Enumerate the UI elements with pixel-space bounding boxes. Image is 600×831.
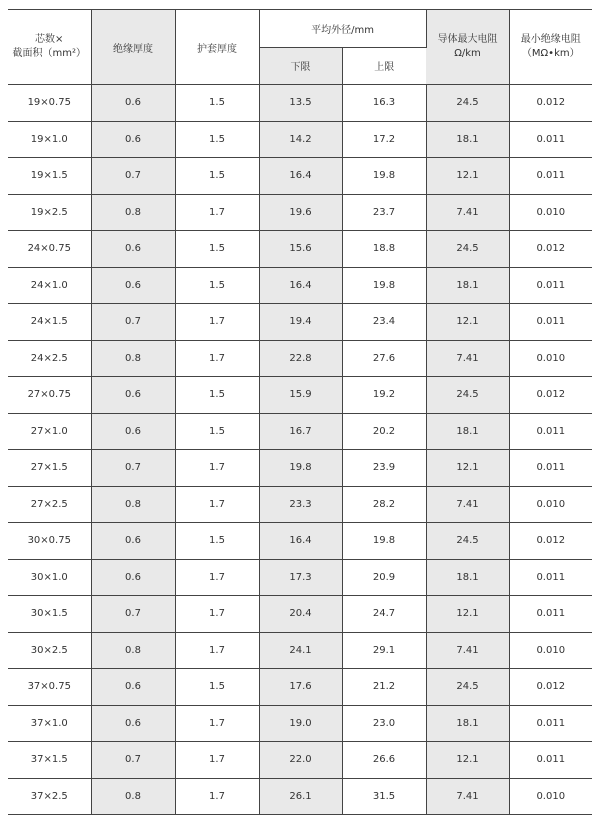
cell-sheath-thickness: 1.5: [175, 413, 259, 450]
cell-sheath-thickness: 1.7: [175, 559, 259, 596]
table-row: [8, 559, 592, 596]
header-insulation-thickness: 绝缘厚度: [91, 10, 175, 85]
cell-conductor-resistance: 7.41: [426, 194, 509, 231]
cell-insulation-thickness: 0.6: [91, 85, 175, 122]
cell-insulation-resistance: 0.011: [509, 158, 592, 195]
cell-conductor-resistance: 24.5: [426, 523, 509, 560]
cell-od-upper: 20.9: [342, 559, 426, 596]
cell-conductor-resistance: 7.41: [426, 486, 509, 523]
cell-insulation-resistance: 0.011: [509, 413, 592, 450]
cell-od-lower: 16.4: [259, 523, 342, 560]
table-row: [8, 158, 592, 195]
cell-core-section: 37×2.5: [8, 778, 91, 815]
cell-conductor-resistance: 7.41: [426, 778, 509, 815]
header-ins-res-line2: （MΩ•km）: [521, 48, 580, 59]
cell-core-section: 30×2.5: [8, 632, 91, 669]
cell-od-upper: 24.7: [342, 596, 426, 633]
cell-od-lower: 19.8: [259, 450, 342, 487]
cell-core-section: 30×1.5: [8, 596, 91, 633]
cell-insulation-resistance: 0.011: [509, 304, 592, 341]
cell-od-lower: 20.4: [259, 596, 342, 633]
cell-conductor-resistance: 18.1: [426, 413, 509, 450]
cell-od-upper: 16.3: [342, 85, 426, 122]
header-core-line1: 芯数×: [35, 34, 64, 45]
cell-conductor-resistance: 12.1: [426, 742, 509, 779]
cell-core-section: 24×1.0: [8, 267, 91, 304]
cell-od-lower: 15.9: [259, 377, 342, 414]
cell-insulation-thickness: 0.6: [91, 377, 175, 414]
cell-conductor-resistance: 24.5: [426, 669, 509, 706]
cell-insulation-resistance: 0.010: [509, 778, 592, 815]
cell-insulation-resistance: 0.012: [509, 523, 592, 560]
cell-od-lower: 16.7: [259, 413, 342, 450]
cell-core-section: 19×2.5: [8, 194, 91, 231]
cell-insulation-resistance: 0.012: [509, 231, 592, 268]
cell-od-upper: 26.6: [342, 742, 426, 779]
table-row: [8, 377, 592, 414]
cell-conductor-resistance: 24.5: [426, 231, 509, 268]
cell-insulation-resistance: 0.012: [509, 85, 592, 122]
cell-insulation-thickness: 0.6: [91, 523, 175, 560]
cell-od-upper: 19.8: [342, 158, 426, 195]
cell-od-upper: 29.1: [342, 632, 426, 669]
cell-sheath-thickness: 1.5: [175, 231, 259, 268]
cell-core-section: 19×0.75: [8, 85, 91, 122]
table-row: [8, 450, 592, 487]
cell-insulation-thickness: 0.7: [91, 596, 175, 633]
cell-od-lower: 15.6: [259, 231, 342, 268]
cell-insulation-thickness: 0.6: [91, 121, 175, 158]
cell-conductor-resistance: 12.1: [426, 158, 509, 195]
cell-insulation-thickness: 0.8: [91, 632, 175, 669]
cell-sheath-thickness: 1.5: [175, 669, 259, 706]
cell-core-section: 27×0.75: [8, 377, 91, 414]
cell-insulation-thickness: 0.6: [91, 705, 175, 742]
cell-core-section: 37×0.75: [8, 669, 91, 706]
header-average-outer-diameter: 平均外径/mm: [259, 10, 426, 48]
cell-conductor-resistance: 24.5: [426, 377, 509, 414]
cell-insulation-thickness: 0.8: [91, 340, 175, 377]
header-resistance-line1: 导体最大电阻: [437, 34, 498, 45]
cell-sheath-thickness: 1.7: [175, 194, 259, 231]
cell-insulation-resistance: 0.012: [509, 377, 592, 414]
cell-od-lower: 17.6: [259, 669, 342, 706]
cell-insulation-thickness: 0.7: [91, 304, 175, 341]
table-row: [8, 340, 592, 377]
cell-insulation-thickness: 0.7: [91, 450, 175, 487]
cell-insulation-thickness: 0.7: [91, 742, 175, 779]
cell-od-upper: 23.0: [342, 705, 426, 742]
cell-sheath-thickness: 1.7: [175, 486, 259, 523]
cell-od-lower: 17.3: [259, 559, 342, 596]
cell-od-upper: 20.2: [342, 413, 426, 450]
cell-od-lower: 22.0: [259, 742, 342, 779]
header-sheath-thickness: 护套厚度: [175, 10, 259, 85]
cell-sheath-thickness: 1.5: [175, 121, 259, 158]
cell-od-upper: 21.2: [342, 669, 426, 706]
cell-od-upper: 23.9: [342, 450, 426, 487]
cell-conductor-resistance: 12.1: [426, 596, 509, 633]
cell-conductor-resistance: 12.1: [426, 450, 509, 487]
cell-sheath-thickness: 1.5: [175, 523, 259, 560]
cell-od-upper: 19.8: [342, 523, 426, 560]
table-row: [8, 267, 592, 304]
cell-sheath-thickness: 1.7: [175, 450, 259, 487]
cell-core-section: 27×1.0: [8, 413, 91, 450]
cell-insulation-thickness: 0.7: [91, 158, 175, 195]
table-row: [8, 596, 592, 633]
cell-insulation-resistance: 0.010: [509, 194, 592, 231]
cell-insulation-resistance: 0.012: [509, 669, 592, 706]
cell-insulation-thickness: 0.6: [91, 413, 175, 450]
cell-insulation-resistance: 0.011: [509, 705, 592, 742]
table-row: [8, 304, 592, 341]
cell-insulation-resistance: 0.011: [509, 450, 592, 487]
cell-conductor-resistance: 7.41: [426, 632, 509, 669]
cell-od-lower: 23.3: [259, 486, 342, 523]
cell-insulation-resistance: 0.011: [509, 742, 592, 779]
table-row: [8, 705, 592, 742]
cell-conductor-resistance: 7.41: [426, 340, 509, 377]
cell-od-upper: 18.8: [342, 231, 426, 268]
table-row: [8, 632, 592, 669]
cell-insulation-resistance: 0.010: [509, 340, 592, 377]
table-row: [8, 121, 592, 158]
table-body: [8, 85, 592, 815]
cell-core-section: 30×0.75: [8, 523, 91, 560]
cell-core-section: 27×2.5: [8, 486, 91, 523]
cell-core-section: 24×0.75: [8, 231, 91, 268]
cell-conductor-resistance: 24.5: [426, 85, 509, 122]
cell-insulation-thickness: 0.8: [91, 778, 175, 815]
cell-conductor-resistance: 18.1: [426, 267, 509, 304]
header-resistance-line2: Ω/km: [454, 48, 481, 59]
cell-insulation-thickness: 0.6: [91, 267, 175, 304]
cell-od-upper: 23.7: [342, 194, 426, 231]
cell-core-section: 37×1.0: [8, 705, 91, 742]
cell-core-section: 24×2.5: [8, 340, 91, 377]
cell-sheath-thickness: 1.7: [175, 340, 259, 377]
cell-od-lower: 19.0: [259, 705, 342, 742]
cell-sheath-thickness: 1.7: [175, 596, 259, 633]
cable-spec-table: [8, 9, 592, 815]
cell-conductor-resistance: 18.1: [426, 705, 509, 742]
cell-od-lower: 22.8: [259, 340, 342, 377]
cell-od-upper: 23.4: [342, 304, 426, 341]
cell-od-lower: 19.6: [259, 194, 342, 231]
cell-insulation-resistance: 0.010: [509, 632, 592, 669]
cell-core-section: 30×1.0: [8, 559, 91, 596]
cell-od-upper: 17.2: [342, 121, 426, 158]
cell-od-lower: 19.4: [259, 304, 342, 341]
cell-od-upper: 19.8: [342, 267, 426, 304]
cell-sheath-thickness: 1.5: [175, 158, 259, 195]
header-ins-res-line1: 最小绝缘电阻: [520, 34, 581, 45]
cell-sheath-thickness: 1.5: [175, 377, 259, 414]
cell-od-lower: 24.1: [259, 632, 342, 669]
cell-insulation-thickness: 0.6: [91, 231, 175, 268]
cell-insulation-resistance: 0.010: [509, 486, 592, 523]
table-row: [8, 778, 592, 815]
cell-insulation-thickness: 0.6: [91, 669, 175, 706]
cell-od-lower: 14.2: [259, 121, 342, 158]
cell-sheath-thickness: 1.7: [175, 778, 259, 815]
cell-core-section: 19×1.0: [8, 121, 91, 158]
cell-od-upper: 19.2: [342, 377, 426, 414]
header-conductor-resistance: [426, 10, 509, 85]
cell-od-lower: 16.4: [259, 158, 342, 195]
cell-insulation-thickness: 0.8: [91, 194, 175, 231]
header-upper-limit: 上限: [342, 47, 426, 85]
cell-sheath-thickness: 1.7: [175, 742, 259, 779]
table-row: [8, 194, 592, 231]
cell-sheath-thickness: 1.7: [175, 304, 259, 341]
cell-core-section: 24×1.5: [8, 304, 91, 341]
cell-insulation-resistance: 0.011: [509, 121, 592, 158]
header-insulation-resistance: [509, 10, 592, 85]
cell-core-section: 37×1.5: [8, 742, 91, 779]
cell-conductor-resistance: 18.1: [426, 559, 509, 596]
cell-od-lower: 26.1: [259, 778, 342, 815]
table-row: [8, 231, 592, 268]
header-core-section: [8, 10, 91, 85]
cell-od-upper: 31.5: [342, 778, 426, 815]
table-row: [8, 486, 592, 523]
cell-insulation-resistance: 0.011: [509, 559, 592, 596]
cell-core-section: 27×1.5: [8, 450, 91, 487]
table-row: [8, 742, 592, 779]
cell-core-section: 19×1.5: [8, 158, 91, 195]
table-row: [8, 523, 592, 560]
cell-od-upper: 28.2: [342, 486, 426, 523]
table-row: [8, 669, 592, 706]
cell-sheath-thickness: 1.7: [175, 632, 259, 669]
header-lower-limit: 下限: [259, 47, 342, 85]
cell-insulation-resistance: 0.011: [509, 267, 592, 304]
cell-sheath-thickness: 1.7: [175, 705, 259, 742]
cell-insulation-thickness: 0.6: [91, 559, 175, 596]
table-row: [8, 413, 592, 450]
cell-sheath-thickness: 1.5: [175, 85, 259, 122]
cell-od-lower: 13.5: [259, 85, 342, 122]
table-row: [8, 85, 592, 122]
cell-od-upper: 27.6: [342, 340, 426, 377]
header-core-line2: 截面积（mm²）: [12, 48, 86, 59]
cell-sheath-thickness: 1.5: [175, 267, 259, 304]
cell-conductor-resistance: 12.1: [426, 304, 509, 341]
cell-insulation-resistance: 0.011: [509, 596, 592, 633]
cell-conductor-resistance: 18.1: [426, 121, 509, 158]
cell-insulation-thickness: 0.8: [91, 486, 175, 523]
cell-od-lower: 16.4: [259, 267, 342, 304]
